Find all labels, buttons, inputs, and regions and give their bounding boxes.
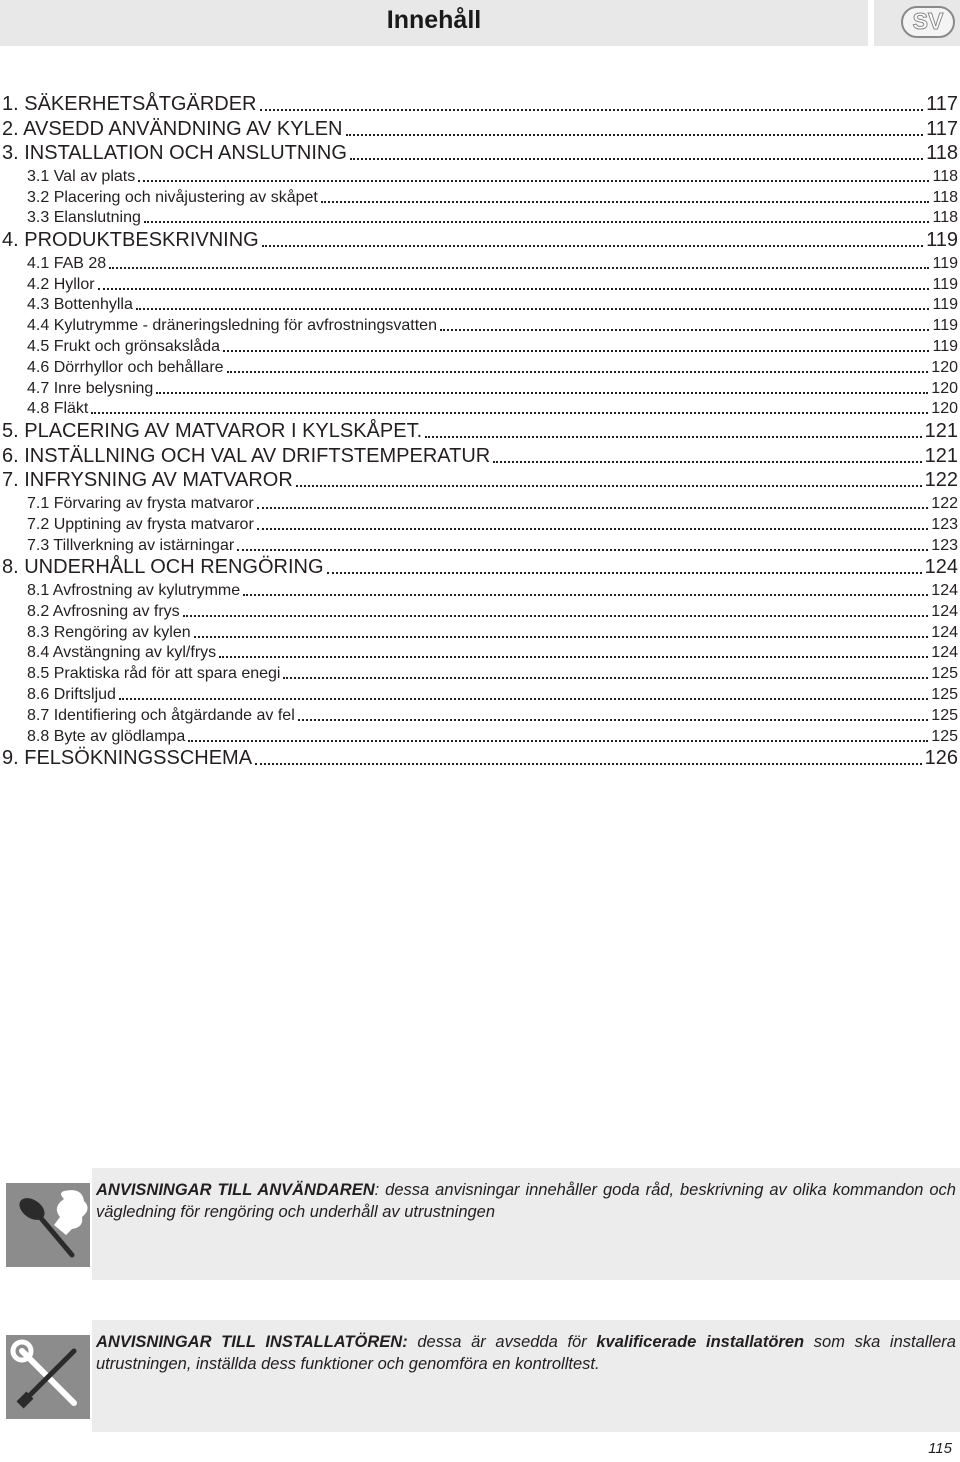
toc-entry-label: 8.7 Identifiering och åtgärdande av fel [27,706,295,724]
toc-entry-label: 7.1 Förvaring av frysta matvaror [27,495,254,512]
toc-entry-label: 8.6 Driftsljud [27,686,116,703]
page-title: Innehåll [386,6,482,34]
toc-leader-dots [255,762,922,765]
toc-entry [27,166,958,187]
toc-entry [27,493,958,514]
toc-entry-label: 8.8 Byte av glödlampa [27,727,186,745]
toc-entry-label: 7.2 Upptining av frysta matvaror [27,515,254,533]
toc-entry [27,514,958,535]
wrench-screwdriver-icon [6,1335,90,1419]
toc-entry-page: 122 [924,469,958,492]
toc-entry [27,684,958,705]
toc-entry-page: 124 [931,623,958,641]
toc-entry [2,228,958,252]
toc-entry [27,315,958,336]
toc-entry-label: 4.4 Kylutrymme - dräneringsledning för avfrostningsvatten [27,317,437,335]
toc-entry [27,726,958,747]
toc-entry [27,274,958,295]
toc-leader-dots [257,506,929,509]
user-note-body: : dessa anvisningar innehåller goda råd, beskrivning av olika kommandon och vägledning för rengöring och underhåll av utrustningen [96,1181,956,1221]
toc-entry-label: 7. INFRYSNING AV MATVAROR [2,469,293,492]
toc-leader-dots [194,635,929,638]
toc-entry [2,468,958,492]
toc-entry-page: 118 [932,167,958,185]
toc-entry [27,253,958,274]
toc-entry-page: 123 [931,515,958,533]
toc-entry-page: 125 [931,665,958,683]
toc-leader-dots [136,307,930,310]
toc-leader-dots [493,460,921,463]
toc-leader-dots [327,571,922,574]
toc-leader-dots [183,614,929,617]
toc-entry-label: 4.7 Inre belysning [27,379,154,397]
toc-entry-label: 4.3 Bottenhylla [27,296,133,314]
toc-entry-label: 3. INSTALLATION OCH ANSLUTNING [2,142,347,165]
toc-entry [27,398,958,419]
toc-entry-page: 118 [926,142,958,165]
toc-entry [2,555,958,579]
toc-leader-dots [144,220,930,223]
toc-entry-page: 119 [932,317,958,335]
toc-entry [27,601,958,622]
toc-entry-label: 1. SÄKERHETSÅTGÄRDER [2,93,257,115]
toc-entry [27,187,958,208]
toc-entry-label: 8.5 Praktiska råd för att spara enegi [27,665,281,683]
toc-entry-page: 118 [932,188,958,206]
toc-entry [27,357,958,378]
toc-leader-dots [188,739,928,742]
language-badge: SV [901,6,955,38]
toc-leader-dots [321,200,930,203]
toc-entry-label: 7.3 Tillverkning av istärningar [27,536,235,554]
toc-leader-dots [91,411,928,414]
toc-entry-label: 3.3 Elanslutning [27,209,141,227]
installer-note-body-1: dessa är avsedda för [407,1333,597,1351]
toc-entry-page: 120 [931,358,958,376]
toc-entry-label: 9. FELSÖKNINGSSCHEMA [2,747,253,770]
toc-entry-label: 2. AVSEDD ANVÄNDNING AV KYLEN [2,117,343,140]
toc-entry [27,207,958,228]
toc-entry-page: 122 [931,495,958,512]
toc-entry-page: 123 [931,536,958,554]
toc-entry [2,444,958,468]
toc-entry-page: 124 [924,556,958,579]
toc-leader-dots [262,244,923,247]
toc-entry-label: 8.3 Rengöring av kylen [27,623,191,641]
toc-leader-dots [98,287,930,290]
toc-entry-label: 8.1 Avfrostning av kylutrymme [27,582,241,599]
toc-leader-dots [425,435,921,438]
toc-entry-page: 124 [931,582,958,599]
toc-entry-label: 5. PLACERING AV MATVAROR I KYLSKÅPET. [2,420,423,443]
toc-entry [27,378,958,399]
toc-entry-label: 8. UNDERHÅLL OCH RENGÖRING [2,556,324,579]
toc-leader-dots [298,718,929,721]
toc-entry-label: 4. PRODUKTBESKRIVNING [2,229,259,252]
toc-entry-page: 125 [931,686,958,703]
toc-entry-page: 120 [931,400,958,418]
toc-leader-dots [227,370,929,373]
toc-leader-dots [296,484,922,487]
installer-note-body-2: som ska installera utrustningen, inställda dess funktioner och genomföra en kontrolltest. [96,1333,956,1373]
toc-entry-label: 4.8 Fläkt [27,400,89,418]
toc-entry-page: 119 [932,275,958,293]
toc-leader-dots [109,266,929,269]
toc-entry [27,663,958,684]
spoon-chef-hat-icon [6,1183,90,1267]
toc-leader-dots [119,697,928,700]
toc-entry [27,622,958,643]
toc-entry-page: 119 [932,254,958,272]
user-note-icon-box [6,1183,90,1267]
toc-entry [27,336,958,357]
installer-note-icon-box [6,1335,90,1419]
user-note-text [96,1179,956,1223]
installer-note-heading: ANVISNINGAR TILL INSTALLATÖREN: [96,1333,408,1351]
toc-entry-page: 121 [924,444,958,467]
toc-entry [27,535,958,556]
toc-leader-dots [237,548,928,551]
toc-leader-dots [243,593,928,596]
toc-leader-dots [257,527,929,530]
toc-entry-page: 118 [932,209,958,227]
toc-leader-dots [350,157,923,160]
toc-entry [2,419,958,443]
toc-entry [2,117,958,141]
toc-entry-page: 119 [926,229,958,252]
toc-entry-page: 121 [924,420,958,443]
toc-entry-page: 126 [924,747,958,770]
toc-leader-dots [223,349,929,352]
toc-entry [2,141,958,165]
toc-leader-dots [219,655,928,658]
toc-entry-page: 117 [926,117,958,140]
toc-entry-page: 124 [931,644,958,662]
toc-entry-page: 120 [931,379,958,397]
toc-entry-label: 8.4 Avstängning av kyl/frys [27,644,217,662]
toc-entry-page: 117 [926,93,958,115]
toc-entry-label: 4.5 Frukt och grönsakslåda [27,338,220,355]
toc-entry-page: 124 [931,602,958,620]
toc-entry [2,92,958,116]
installer-note-text [96,1331,956,1375]
toc-entry-label: 3.2 Placering och nivåjustering av skåpet [27,188,318,206]
toc-entry [27,580,958,601]
toc-leader-dots [156,391,928,394]
toc-entry-label: 8.2 Avfrosning av frys [27,602,180,620]
toc-leader-dots [440,328,930,331]
user-note-heading: ANVISNINGAR TILL ANVÄNDAREN [96,1181,375,1199]
toc-leader-dots [283,676,928,679]
installer-note-emphasis: kvalificerade installatören [596,1333,805,1351]
toc-entry-label: 4.1 FAB 28 [27,254,107,272]
toc-entry-label: 3.1 Val av plats [27,167,136,185]
toc-entry [27,294,958,315]
toc-entry [2,746,958,770]
toc-leader-dots [138,179,929,182]
toc-entry-label: 6. INSTÄLLNING OCH VAL AV DRIFTSTEMPERATUR [2,444,491,467]
toc-entry-page: 125 [931,727,958,745]
toc-leader-dots [260,108,924,111]
toc-entry-page: 119 [932,296,958,314]
toc-entry [27,642,958,663]
toc-entry-page: 125 [931,706,958,724]
toc-leader-dots [346,133,924,136]
toc-entry-label: 4.6 Dörrhyllor och behållare [27,358,224,376]
toc-entry-label: 4.2 Hyllor [27,275,95,293]
toc-entry-page: 119 [932,338,958,355]
page-number: 115 [928,1440,952,1457]
toc-entry [27,705,958,726]
